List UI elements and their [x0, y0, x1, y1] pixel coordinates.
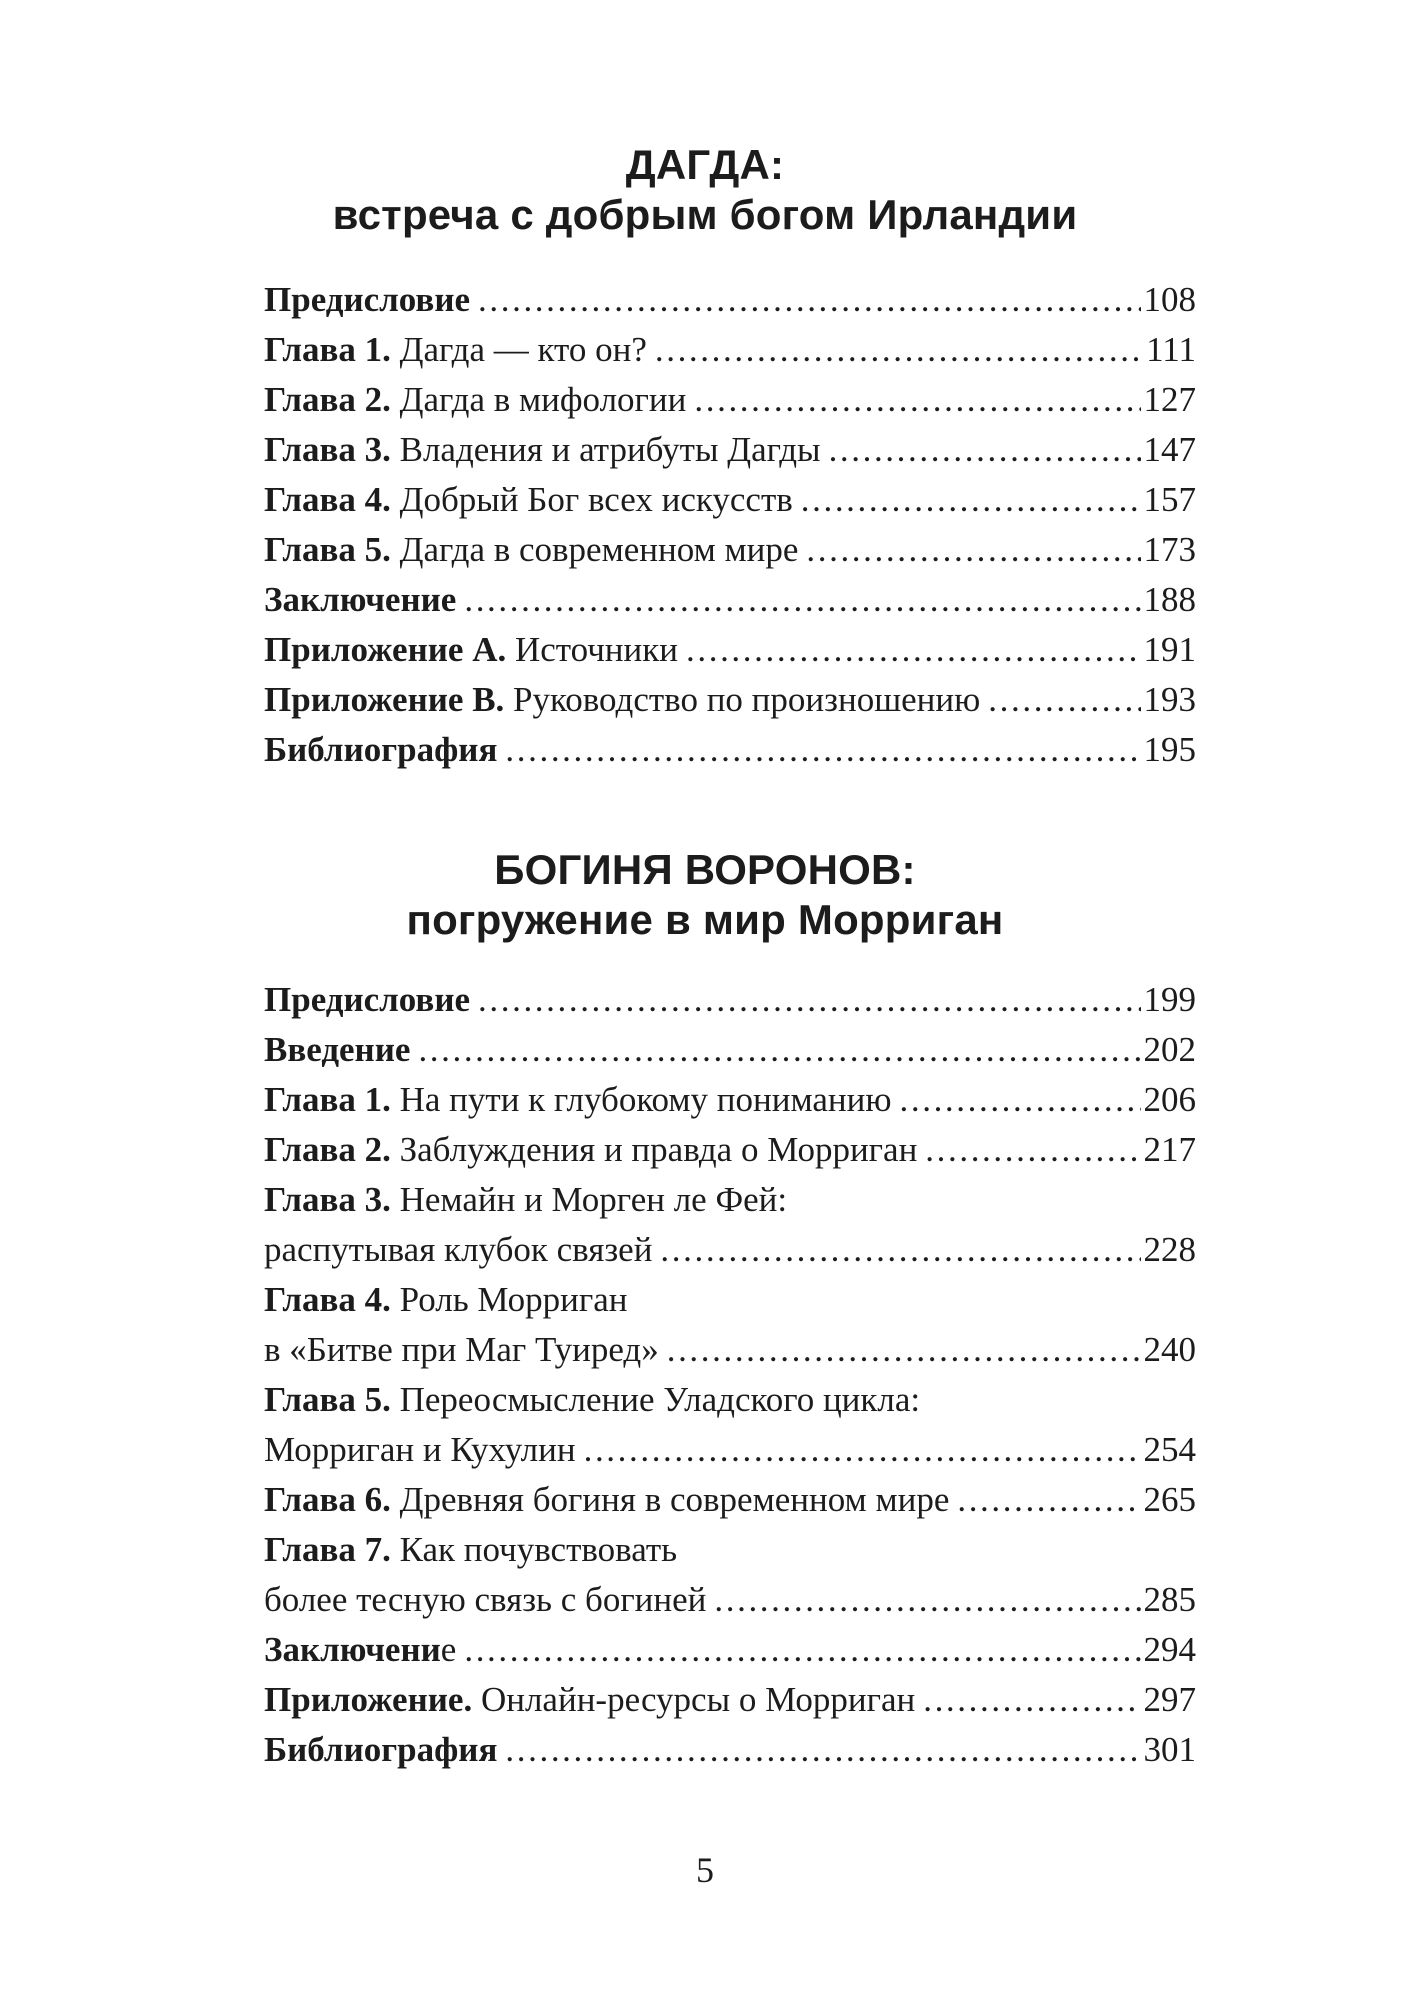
toc-entry[interactable]	[264, 525, 1196, 575]
dot-leader	[418, 1025, 1140, 1075]
toc-entry[interactable]	[264, 675, 1196, 725]
entry-page-number: 240	[1143, 1330, 1196, 1369]
dot-leader	[923, 1675, 1140, 1725]
dot-leader	[801, 475, 1141, 525]
entry-label-text: Заблуждения и правда о Морриган	[390, 1130, 918, 1169]
dot-leader	[694, 375, 1140, 425]
entry-label-bold: Библиография	[264, 730, 498, 769]
dot-leader	[714, 1575, 1140, 1625]
section-title-line2: встреча с добрым богом Ирландии	[332, 191, 1078, 238]
section-title-morrigan	[0, 845, 1410, 945]
entry-label-text: Роль Морриган	[390, 1280, 628, 1319]
entry-label-bold: Предисловие	[264, 980, 471, 1019]
toc-entry[interactable]	[264, 1475, 1196, 1525]
entry-label-text: Онлайн-ресурсы о Морриган	[472, 1680, 916, 1719]
toc-entry[interactable]	[264, 375, 1196, 425]
entry-label-bold: Глава 3.	[264, 430, 391, 469]
dot-leader	[988, 675, 1140, 725]
entry-page-number: 265	[1143, 1480, 1196, 1519]
toc-entry-first-line[interactable]	[264, 1375, 1196, 1425]
entry-label-text: Дагда в мифологии	[390, 380, 687, 419]
dot-leader	[505, 725, 1140, 775]
entry-page-number: 195	[1143, 730, 1196, 769]
entry-label-bold: Глава 4.	[264, 1280, 391, 1319]
entry-page-number: 127	[1143, 380, 1196, 419]
entry-label-bold: Глава 4.	[264, 480, 391, 519]
entry-label-text: Источники	[506, 630, 679, 669]
entry-page-number: 157	[1143, 480, 1196, 519]
toc-entry-first-line[interactable]	[264, 1525, 1196, 1575]
dot-leader	[660, 1225, 1140, 1275]
entry-label-bold: Приложение В.	[264, 680, 505, 719]
entry-label-text: На пути к глубокому пониманию	[390, 1080, 892, 1119]
entry-page-number: 147	[1143, 430, 1196, 469]
toc-entry-first-line[interactable]	[264, 1275, 1196, 1325]
dot-leader	[655, 325, 1143, 375]
dot-leader	[464, 1625, 1140, 1675]
dot-leader	[900, 1075, 1141, 1125]
dot-leader	[667, 1325, 1141, 1375]
entry-label-text: Дагда — кто он?	[390, 330, 647, 369]
entry-page-number: 188	[1143, 580, 1196, 619]
entry-page-number: 111	[1146, 330, 1196, 369]
page-number: 5	[696, 1850, 714, 1890]
entry-continuation-text: распутывая клубок связей	[264, 1230, 653, 1269]
entry-page-number: 285	[1143, 1580, 1196, 1619]
entry-label-bold: Заключение	[264, 580, 457, 619]
entry-continuation-text: в «Битве при Маг Туиред»	[264, 1330, 659, 1369]
toc-entry-second-line[interactable]	[264, 1325, 1196, 1375]
section-title-line1: БОГИНЯ ВОРОНОВ:	[494, 846, 916, 893]
section-title-line1: ДАГДА:	[625, 141, 785, 188]
entry-label-bold: Глава 2.	[264, 1130, 391, 1169]
entry-label-bold: Приложение.	[264, 1680, 473, 1719]
dot-leader	[478, 975, 1140, 1025]
entry-page-number: 202	[1143, 1030, 1196, 1069]
entry-label-text: Древняя богиня в современном мире	[390, 1480, 950, 1519]
toc-entry[interactable]	[264, 575, 1196, 625]
entry-label-bold: Глава 1.	[264, 1080, 391, 1119]
entry-label-bold: Предисловие	[264, 280, 471, 319]
entry-label-text: Дагда в современном мире	[390, 530, 799, 569]
toc-morrigan	[264, 975, 1196, 1775]
toc-entry-second-line[interactable]	[264, 1425, 1196, 1475]
entry-label-bold: Глава 2.	[264, 380, 391, 419]
toc-entry[interactable]	[264, 275, 1196, 325]
entry-label-bold: Глава 5.	[264, 1380, 391, 1419]
toc-entry[interactable]	[264, 1725, 1196, 1775]
entry-continuation-text: Морриган и Кухулин	[264, 1430, 576, 1469]
toc-entry[interactable]	[264, 1625, 1196, 1675]
entry-label-bold: Глава 3.	[264, 1180, 391, 1219]
entry-page-number: 199	[1143, 980, 1196, 1019]
entry-page-number: 108	[1143, 280, 1196, 319]
entry-page-number: 228	[1143, 1230, 1196, 1269]
entry-label-bold: Заключени	[264, 1630, 441, 1669]
toc-entry[interactable]	[264, 425, 1196, 475]
dot-leader	[925, 1125, 1140, 1175]
entry-label-bold: Глава 5.	[264, 530, 391, 569]
toc-entry[interactable]	[264, 1125, 1196, 1175]
dot-leader	[829, 425, 1141, 475]
entry-label-text: Добрый Бог всех искусств	[390, 480, 793, 519]
entry-label-bold: Приложение А.	[264, 630, 507, 669]
dot-leader	[478, 275, 1140, 325]
toc-entry[interactable]	[264, 1675, 1196, 1725]
entry-label-bold: Библиография	[264, 1730, 498, 1769]
entry-label-bold: Глава 7.	[264, 1530, 391, 1569]
entry-page-number: 193	[1143, 680, 1196, 719]
entry-label-text: е	[440, 1630, 457, 1669]
entry-label-bold: Введение	[264, 1030, 411, 1069]
toc-entry-first-line[interactable]	[264, 1175, 1196, 1225]
toc-entry[interactable]	[264, 975, 1196, 1025]
entry-continuation-text: более тесную связь с богиней	[264, 1580, 707, 1619]
dot-leader	[505, 1725, 1140, 1775]
entry-label-text: Немайн и Морген ле Фей:	[390, 1180, 788, 1219]
entry-label-bold: Глава 6.	[264, 1480, 391, 1519]
toc-entry[interactable]	[264, 475, 1196, 525]
toc-entry[interactable]	[264, 725, 1196, 775]
dot-leader	[957, 1475, 1140, 1525]
entry-label-text: Руководство по произношению	[504, 680, 981, 719]
toc-entry[interactable]	[264, 625, 1196, 675]
entry-label-text: Владения и атрибуты Дагды	[390, 430, 821, 469]
entry-page-number: 173	[1143, 530, 1196, 569]
entry-label-bold: Глава 1.	[264, 330, 391, 369]
toc-entry[interactable]	[264, 1075, 1196, 1125]
toc-entry-second-line[interactable]	[264, 1225, 1196, 1275]
entry-page-number: 297	[1143, 1680, 1196, 1719]
dot-leader	[584, 1425, 1141, 1475]
entry-label-text: Переосмысление Уладского цикла:	[390, 1380, 921, 1419]
dot-leader	[686, 625, 1140, 675]
section-title-line2: погружение в мир Морриган	[406, 896, 1004, 943]
entry-page-number: 294	[1143, 1630, 1196, 1669]
dot-leader	[806, 525, 1140, 575]
toc-entry-second-line[interactable]	[264, 1575, 1196, 1625]
toc-dagda	[264, 275, 1196, 775]
toc-entry[interactable]	[264, 1025, 1196, 1075]
entry-label-text: Как почувствовать	[390, 1530, 678, 1569]
entry-page-number: 217	[1143, 1130, 1196, 1169]
section-title-dagda	[0, 140, 1410, 240]
entry-page-number: 254	[1143, 1430, 1196, 1469]
toc-entry[interactable]	[264, 325, 1196, 375]
entry-page-number: 206	[1143, 1080, 1196, 1119]
dot-leader	[464, 575, 1140, 625]
entry-page-number: 191	[1143, 630, 1196, 669]
entry-page-number: 301	[1143, 1730, 1196, 1769]
